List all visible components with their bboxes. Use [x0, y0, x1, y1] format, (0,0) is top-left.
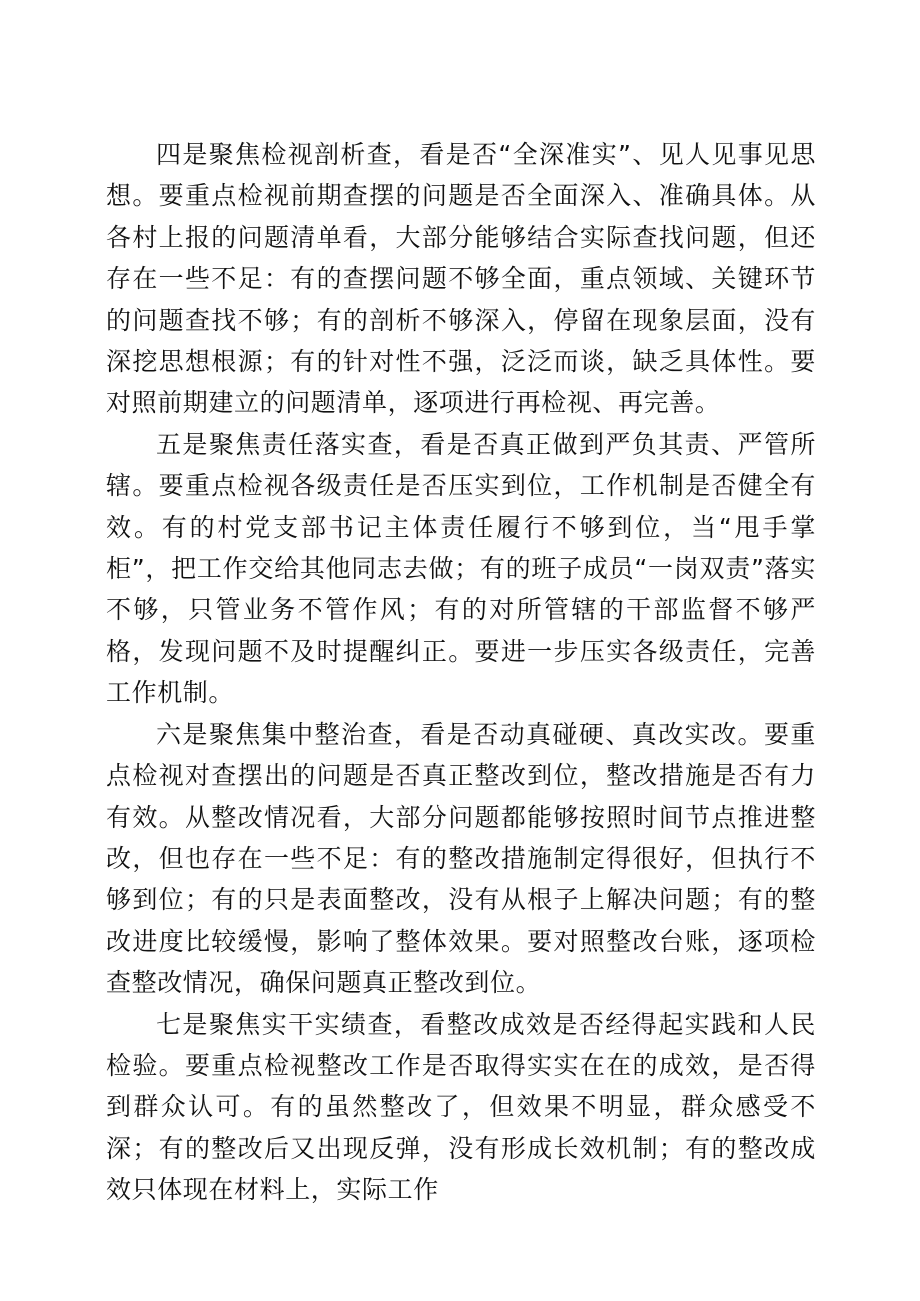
paragraph-point-seven: 七是聚焦实干实绩查，看整改成效是否经得起实践和人民检验。要重点检视整改工作是否取得实实在在的成效，是否得到群众认可。有的虽然整改了，但效果不明显，群众感受不深；有的整改后又出现反弹，没有形成长效机制；有的整改成效只体现在材料上，实际工作	[106, 1009, 816, 1205]
document-body	[106, 134, 816, 1211]
paragraph-point-six: 六是聚焦集中整治查，看是否动真碰硬、真改实改。要重点检视对查摆出的问题是否真正整改到位，整改措施是否有力有效。从整改情况看，大部分问题都能够按照时间节点推进整改，但也存在一些不足：有的整改措施制定得很好，但执行不够到位；有的只是表面整改，没有从根子上解决问题；有的整改进度比较缓慢，影响了整体效果。要对照整改台账，逐项检查整改情况，确保问题真正整改到位。	[106, 719, 816, 998]
paragraph-point-four: 四是聚焦检视剖析查，看是否“全深准实”、见人见事见思想。要重点检视前期查摆的问题是否全面深入、准确具体。从各村上报的问题清单看，大部分能够结合实际查找问题，但还存在一些不足：有的查摆问题不够全面，重点领域、关键环节的问题查找不够；有的剖析不够深入，停留在现象层面，没有深挖思想根源；有的针对性不强，泛泛而谈，缺乏具体性。要对照前期建立的问题清单，逐项进行再检视、再完善。	[106, 140, 816, 418]
paragraph-point-five: 五是聚焦责任落实查，看是否真正做到严负其责、严管所辖。要重点检视各级责任是否压实到位，工作机制是否健全有效。有的村党支部书记主体责任履行不够到位，当“甩手掌柜”，把工作交给其他同志去做；有的班子成员“一岗双责”落实不够，只管业务不管作风；有的对所管辖的干部监督不够严格，发现问题不及时提醒纠正。要进一步压实各级责任，完善工作机制。	[106, 429, 816, 708]
